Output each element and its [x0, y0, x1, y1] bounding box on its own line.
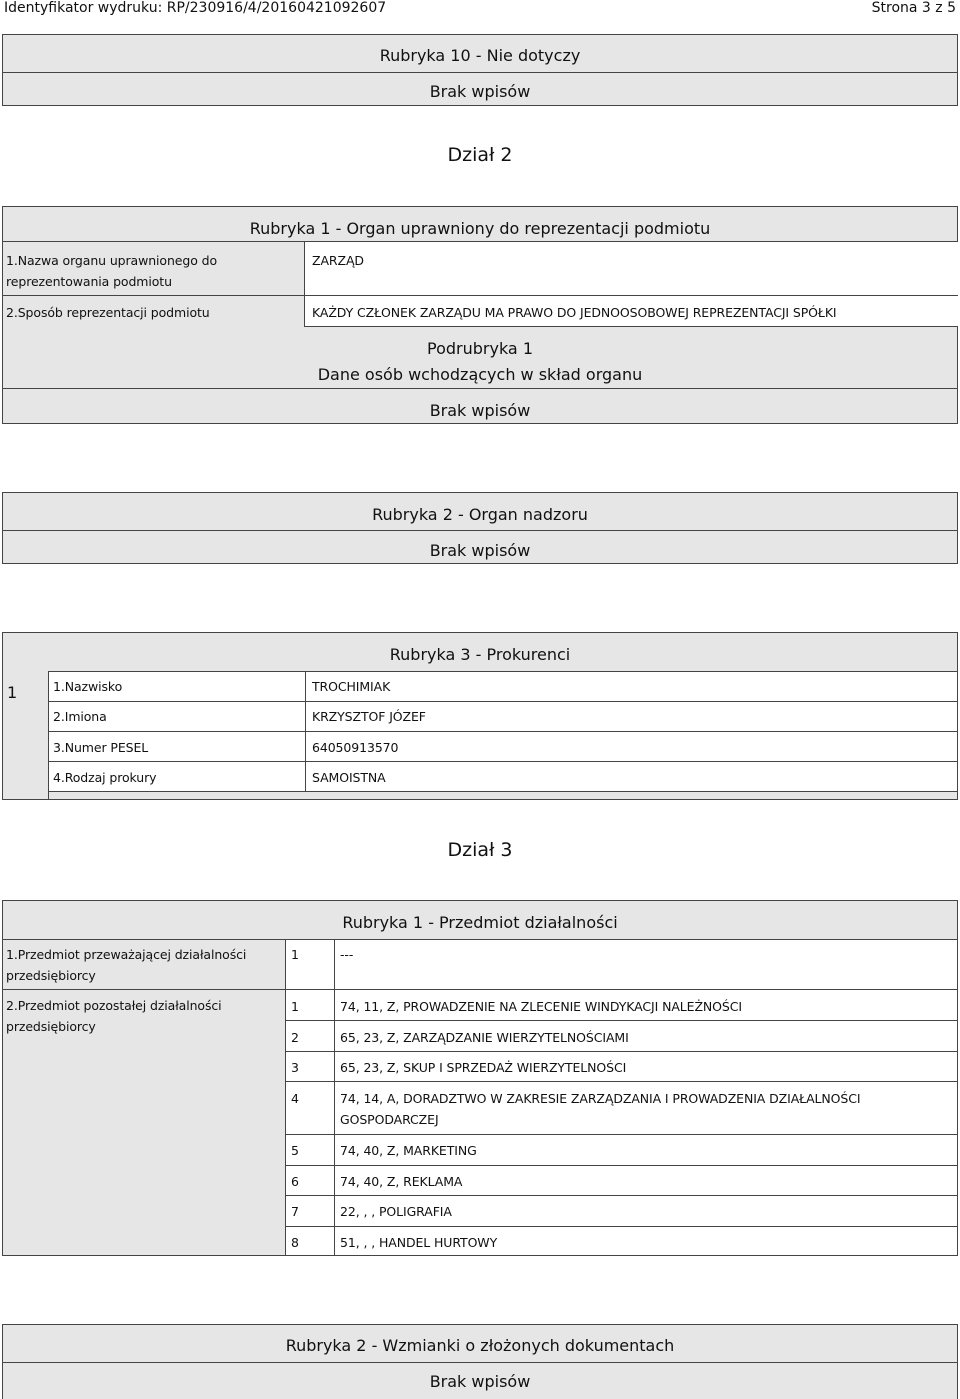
field-value-surname: TROCHIMIAK: [312, 679, 391, 694]
rubryka-wzmianki-title: Rubryka 2 - Wzmianki o złożonych dokumentach: [285, 1336, 675, 1355]
activity-no: 5: [291, 1143, 299, 1158]
podrubryka-1-empty: Brak wpisów: [429, 401, 531, 420]
dzial-3-title: Dział 3: [447, 839, 513, 861]
divider: [285, 1195, 958, 1196]
field-value-procuration-type: SAMOISTNA: [312, 770, 386, 785]
activity-text: 74, 14, A, DORADZTWO W ZAKRESIE ZARZĄDZANIA I PROWADZENIA DZIAŁALNOŚCI GOSPODARCZEJ: [340, 1091, 861, 1127]
field-value-pesel: 64050913570: [312, 740, 399, 755]
print-identifier: Identyfikator wydruku: RP/230916/4/20160421092607: [4, 0, 387, 16]
field-label-representation: 2.Sposób reprezentacji podmiotu: [6, 305, 210, 320]
field-label-procuration-type: 4.Rodzaj prokury: [53, 770, 157, 785]
divider: [285, 939, 286, 1256]
rubryka-10-title: Rubryka 10 - Nie dotyczy: [379, 46, 581, 65]
field-label-main-activity: 1.Przedmiot przeważającej działalności przedsiębiorcy: [6, 947, 247, 983]
activity-no: 7: [291, 1204, 299, 1219]
divider: [48, 792, 49, 800]
divider: [2, 989, 958, 990]
field-value-organ-name: ZARZĄD: [312, 253, 364, 268]
activity-no: 8: [291, 1235, 299, 1250]
activity-text: 74, 11, Z, PROWADZENIE NA ZLECENIE WINDYKACJI NALEŻNOŚCI: [340, 999, 742, 1014]
divider: [48, 701, 958, 702]
activity-no: 6: [291, 1174, 299, 1189]
activity-text: 74, 40, Z, REKLAMA: [340, 1174, 463, 1189]
activity-no: 2: [291, 1030, 299, 1045]
activity-text: 74, 40, Z, MARKETING: [340, 1143, 477, 1158]
rubryka-2-empty: Brak wpisów: [429, 541, 531, 560]
rubryka-przedmiot-title: Rubryka 1 - Przedmiot działalności: [342, 913, 618, 932]
divider: [48, 731, 958, 732]
divider: [285, 1020, 958, 1021]
rubryka-2-title: Rubryka 2 - Organ nadzoru: [372, 505, 588, 524]
divider: [2, 72, 958, 73]
field-label-pesel: 3.Numer PESEL: [53, 740, 149, 755]
rubryka-1-title: Rubryka 1 - Organ uprawniony do reprezentacji podmiotu: [249, 219, 711, 238]
field-value-representation: KAŻDY CZŁONEK ZARZĄDU MA PRAWO DO JEDNOOSOBOWEJ REPREZENTACJI SPÓŁKI: [312, 305, 837, 320]
activity-text: 51, , , HANDEL HURTOWY: [340, 1235, 498, 1250]
activity-text: 65, 23, Z, SKUP I SPRZEDAŻ WIERZYTELNOŚCI: [340, 1060, 627, 1075]
divider: [2, 388, 958, 389]
activity-no: 1: [291, 999, 299, 1014]
rubryka-wzmianki-empty: Brak wpisów: [429, 1372, 531, 1391]
main-activity-no: 1: [291, 947, 299, 962]
divider: [285, 1165, 958, 1166]
field-value-first-names: KRZYSZTOF JÓZEF: [312, 709, 426, 724]
prokurent-index: 1: [7, 683, 18, 702]
rubryka-10-empty: Brak wpisów: [429, 82, 531, 101]
rubryka-3-title: Rubryka 3 - Prokurenci: [389, 645, 571, 664]
activity-text: 22, , , POLIGRAFIA: [340, 1204, 452, 1219]
field-label-first-names: 2.Imiona: [53, 709, 107, 724]
divider: [2, 241, 958, 242]
divider: [2, 939, 958, 940]
divider: [285, 1134, 958, 1135]
divider: [48, 761, 958, 762]
field-label-other-activity: 2.Przedmiot pozostałej działalności przedsiębiorcy: [6, 998, 222, 1034]
field-label-surname: 1.Nazwisko: [53, 679, 123, 694]
activity-text: 65, 23, Z, ZARZĄDZANIE WIERZYTELNOŚCIAMI: [340, 1030, 629, 1045]
divider: [2, 295, 958, 296]
main-activity-text: ---: [340, 947, 354, 962]
activity-no: 3: [291, 1060, 299, 1075]
field-label-organ-name: 1.Nazwa organu uprawnionego do reprezentowania podmiotu: [6, 253, 218, 289]
divider: [285, 1081, 958, 1082]
divider: [2, 1362, 958, 1363]
activity-no: 4: [291, 1091, 299, 1106]
divider: [2, 530, 958, 531]
podrubryka-1-title: Podrubryka 1: [427, 339, 533, 358]
page-number: Strona 3 z 5: [871, 0, 956, 16]
dzial-2-title: Dział 2: [447, 144, 513, 166]
divider: [285, 1051, 958, 1052]
podrubryka-1-subtitle: Dane osób wchodzących w skład organu: [317, 365, 643, 384]
divider: [334, 939, 335, 1256]
divider: [285, 1226, 958, 1227]
